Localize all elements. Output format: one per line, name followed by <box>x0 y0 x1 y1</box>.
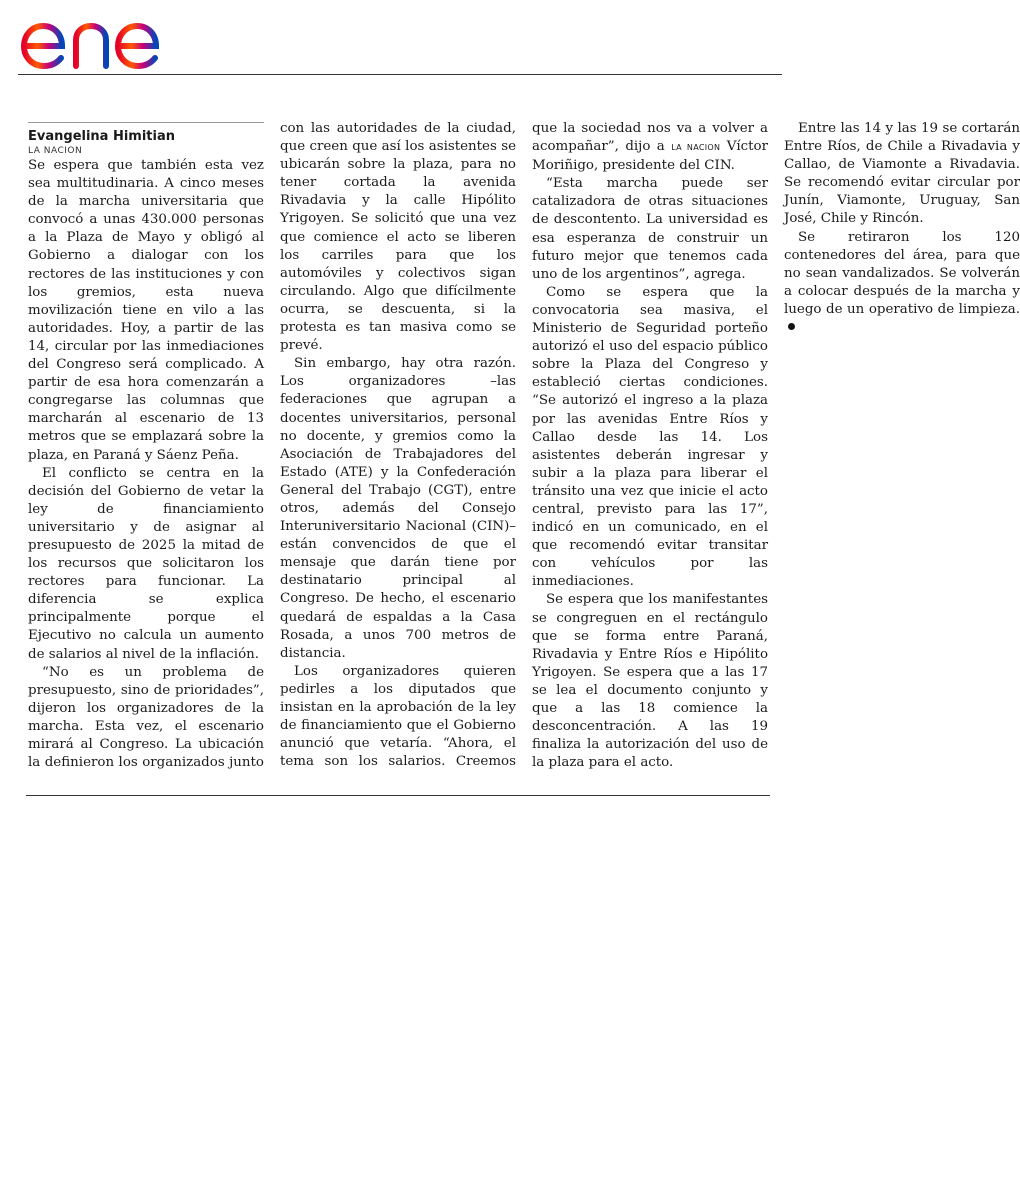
article-paragraph: “Esta marcha puede ser catalizadora de otras situaciones de descontento. La universidad es esa esperanza de construir un futuro mejor que tenemos cada uno de los argentinos”, agrega. <box>532 176 768 282</box>
inline-source: LA NACION <box>671 143 721 153</box>
paragraph-text: Los organizadores quieren pedirles a los diputados que insistan en la aprobación de la ley de financiamiento que el Gobierno anunció que vetaría. “Ahora, el tema son los salarios. Creemos que la sociedad nos va a volver a acompañar”, dijo a <box>280 121 768 770</box>
article-paragraph: Se espera que también esta vez sea multitudinaria. A cinco meses de la marcha universitaria que convocó a unas 430.000 personas a la Plaza de Mayo y obligó al Gobierno a dialogar con los rectores de las instituciones y con los gremios, esta nueva movilización tiene en vilo a las autoridades. Hoy, a partir de las 14, circular por las inmediaciones del Congreso será complicado. A partir de esa hora comenzarán a congregarse las columnas que marcharán al escenario de 13 metros que se emplazará sobre la plaza, en Paraná y Sáenz Peña. <box>28 158 264 463</box>
footer-rule <box>26 795 770 796</box>
paragraph-text: Víctor Moriñigo, presidente del CIN. <box>532 139 768 174</box>
header-rule <box>18 74 782 75</box>
end-mark-icon <box>788 323 795 330</box>
article-paragraph <box>784 229 1020 338</box>
article-paragraph: “No es un problema de presupuesto, sino de prioridades”, dijeron los organizadores de la marcha. Esta vez, el escenario mirará al Congreso. La ubicación la definieron los organizados junto con las autoridades de la ciudad, que creen que así los asistentes se ubicarán sobre la plaza, para no tener cortada la avenida Rivadavia y la calle Hipólito Yrigoyen. Se solicitó que una vez que comience el acto se liberen los carriles para que los automóviles y colectivos sigan circulando. Algo que difícilmente ocurra, se descuenta, si la protesta es tan masiva como se prevé. <box>28 121 516 771</box>
byline-rule <box>28 122 264 123</box>
article-paragraph: Como se espera que la convocatoria sea masiva, el Ministerio de Seguridad porteño autorizó el uso del espacio público sobre la Plaza del Congreso y estableció ciertas condiciones. “Se autorizó el ingreso a la plaza por las avenidas Entre Ríos y Callao desde las 14. Los asistentes deberán ingresar y subir a la plaza para liberar el tránsito una vez que inicie el acto central, previsto para las 17”, indicó en un comunicado, en el que recomendó evitar transitar con vehículos por las inmediaciones. <box>532 284 768 590</box>
article-body <box>28 120 1020 780</box>
enel-logo <box>18 4 190 70</box>
author-source: LA NACION <box>28 146 83 156</box>
article-paragraph: Entre las 14 y las 19 se cortarán Entre Ríos, de Chile a Rivadavia y Callao, de Viamonte a Rivadavia. Se recomendó evitar circular por Junín, Viamonte, Uruguay, San José, Chile y Rincón. <box>784 121 1020 227</box>
article-paragraph: Se espera que los manifestantes se congreguen en el rectángulo que se forma entre Paraná, Rivadavia y Entre Ríos e Hipólito Yrigoyen. Se espera que a las 17 se lea el documento conjunto y que a las 18 comience la desconcentración. A las 19 finaliza la autorización del uso de la plaza para el acto. <box>532 592 768 771</box>
article-paragraph: Sin embargo, hay otra razón. Los organizadores –las federaciones que agrupan a docentes universitarios, personal no docente, y gremios como la Asociación de Trabajadores del Estado (ATE) y la Confederación General del Trabajo (CGT), entre otros, además del Consejo Interuniversitario Nacional (CIN)– están convencidos de que el mensaje que darán tiene por destinatario principal al Congreso. De hecho, el escenario quedará de espaldas a la Casa Rosada, a unos 700 metros de distancia. <box>280 356 516 661</box>
author-name: Evangelina Himitian <box>28 129 176 144</box>
paragraph-text: Se retiraron los 120 contenedores del área, para que no sean vandalizados. Se volverán a colocar después de la marcha y luego de un operativo de limpieza. <box>784 229 1020 317</box>
article-paragraph: El conflicto se centra en la decisión del Gobierno de vetar la ley de financiamiento universitario y de asignar al presupuesto de 2025 la mitad de los recursos que solicitaron los rectores para funcionar. La diferencia se explica principalmente porque el Ejecutivo no calcula un aumento de salarios al nivel de la inflación. <box>28 465 264 662</box>
